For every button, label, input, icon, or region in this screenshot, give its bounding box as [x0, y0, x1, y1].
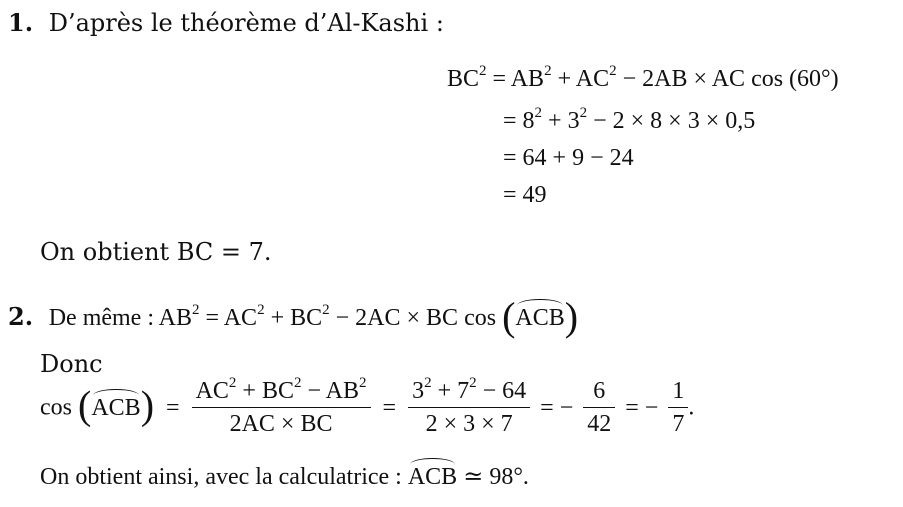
q1-line1: $BC^2 = AB^2 + AC^2 - 2AB$ × AC cos (60°)	[447, 63, 839, 92]
fraction-numeric: $\frac{3^2 + 7^2 - 64}{2 \times 3 \times 7}$	[408, 378, 530, 438]
fraction-one-seventh: $\frac{1}{7}$	[668, 378, 688, 438]
q1-line4: = 49	[503, 182, 547, 208]
q2-donc: Donc	[40, 350, 103, 378]
q1-conclusion: On obtient BC = 7.	[40, 238, 272, 266]
q2-intro-text: De même : $AB^2 = AC^2 + BC^2 - 2AC$ × BC cos (ACB)	[48, 294, 579, 339]
fraction-six-fortytwo: $\frac{6}{42}$	[583, 378, 615, 438]
q2-equation: cos (ACB) = $\frac{AC^2 + BC^2 - AB^2}{2AC \times BC}$ = $\frac{3^2 + 7^2 - 64}{2 \times 3 \times 7}$ = − $\frac{6}{42}$ = − $\frac{1}{7}$ .	[40, 375, 695, 437]
q2-number: 2.	[8, 302, 34, 331]
fraction-general: $\frac{AC^2 + BC^2 - AB^2}{2AC \times BC}$	[192, 378, 371, 438]
q1-line3: = 64 + 9 − 24	[503, 145, 634, 171]
q1-line2: = $8^2 + 3^2 - 2 \times 8 \times 3 \times 0,5$	[503, 105, 756, 134]
q1-heading	[8, 8, 444, 37]
q1-intro-text: D’après le théorème d’Al-Kashi :	[48, 9, 444, 37]
q2-conclusion: On obtient ainsi, avec la calculatrice : ACB ≃ 98°.	[40, 464, 529, 490]
q1-number: 1.	[8, 8, 34, 37]
q2-heading	[8, 294, 579, 339]
